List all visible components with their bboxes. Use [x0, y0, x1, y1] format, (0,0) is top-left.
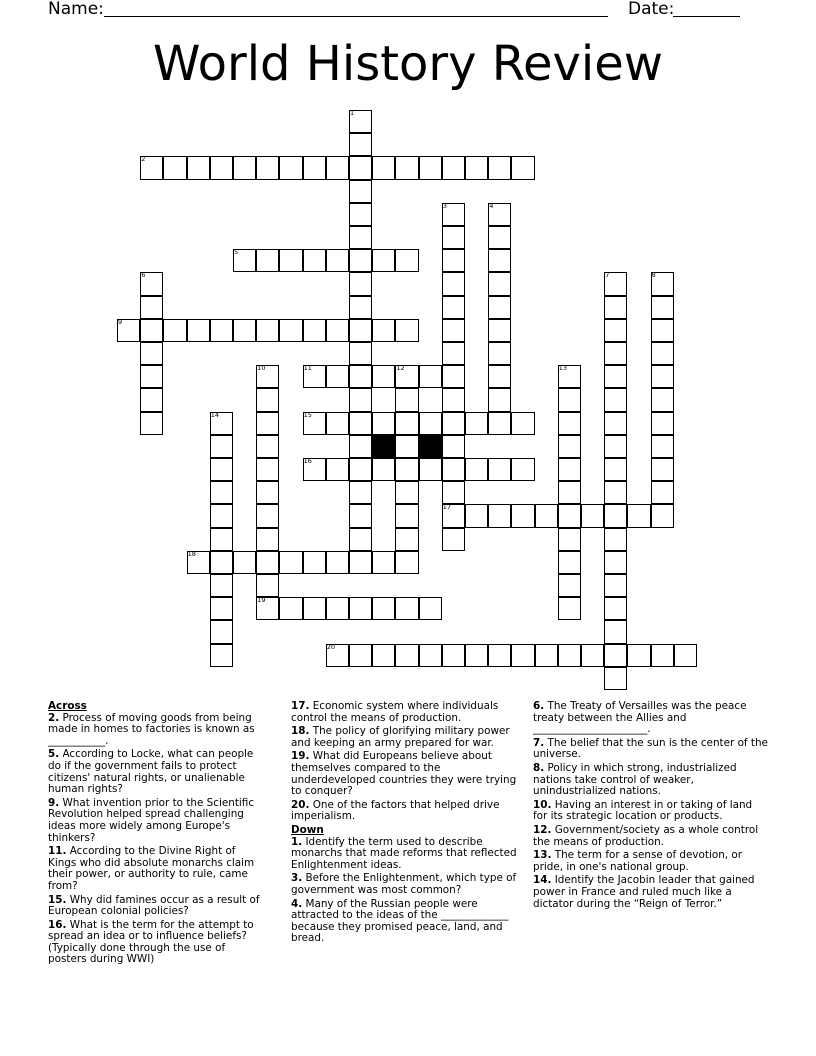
grid-cell[interactable] — [604, 388, 627, 411]
grid-cell[interactable] — [511, 458, 534, 481]
grid-cell[interactable] — [140, 296, 163, 319]
grid-cell[interactable] — [279, 597, 302, 620]
grid-cell[interactable] — [349, 644, 372, 667]
grid-cell[interactable] — [326, 365, 349, 388]
down-heading: Down — [291, 823, 324, 836]
grid-cell[interactable] — [349, 458, 372, 481]
grid-cell[interactable] — [604, 319, 627, 342]
clue-number-label: 2 — [141, 155, 146, 164]
grid-cell[interactable] — [256, 551, 279, 574]
grid-cell[interactable] — [256, 504, 279, 527]
grid-cell[interactable] — [651, 388, 674, 411]
grid-cell[interactable] — [279, 156, 302, 179]
grid-cell[interactable] — [651, 644, 674, 667]
grid-cell[interactable] — [535, 644, 558, 667]
grid-cell[interactable] — [326, 156, 349, 179]
grid-cell[interactable] — [419, 644, 442, 667]
clue-number-label: 8 — [651, 271, 656, 280]
grid-cell[interactable] — [210, 597, 233, 620]
clue-number-label: 10 — [257, 364, 266, 373]
grid-cell[interactable] — [140, 365, 163, 388]
clue-number-label: 19 — [257, 596, 266, 605]
black-cell — [372, 435, 395, 458]
clue-number-label: 11 — [303, 364, 312, 373]
clue-number-label: 9 — [118, 317, 123, 326]
grid-cell[interactable] — [256, 319, 279, 342]
clue-number: 17. — [291, 700, 310, 712]
grid-cell[interactable] — [210, 156, 233, 179]
grid-cell[interactable] — [442, 644, 465, 667]
grid-cell[interactable] — [395, 528, 418, 551]
grid-cell[interactable] — [488, 412, 511, 435]
grid-cell[interactable] — [233, 156, 256, 179]
grid-cell[interactable] — [651, 296, 674, 319]
grid-cell[interactable] — [558, 597, 581, 620]
grid-cell[interactable] — [140, 342, 163, 365]
grid-cell[interactable] — [558, 458, 581, 481]
clue-number-label: 17 — [442, 503, 452, 512]
clue-text: Economic system where individuals control the means of production. — [291, 700, 499, 724]
grid-cell[interactable] — [349, 504, 372, 527]
clue-number-label: 16 — [303, 457, 312, 465]
clue-8 — [533, 763, 769, 798]
clue-15 — [48, 895, 266, 918]
clue-number-label: 18 — [187, 549, 196, 558]
clue-11 — [48, 846, 266, 892]
grid-cell[interactable] — [279, 551, 302, 574]
clue-19 — [291, 751, 523, 797]
grid-cell[interactable] — [488, 156, 511, 179]
clue-number: 15. — [48, 893, 67, 906]
clue-text: Having an interest in or taking of land for its strategic location or products. — [533, 798, 753, 823]
grid-cell[interactable] — [326, 551, 349, 574]
grid-cell[interactable] — [372, 319, 395, 342]
grid-cell[interactable] — [349, 272, 372, 295]
grid-cell[interactable] — [395, 435, 418, 458]
grid-cell[interactable] — [326, 319, 349, 342]
grid-cell[interactable] — [604, 296, 627, 319]
grid-cell[interactable] — [511, 504, 534, 527]
grid-cell[interactable] — [349, 133, 372, 156]
clue-text: What did Europeans believe about themselves compared to the underdeveloped countries they were trying to conquer? — [291, 750, 517, 798]
clue-number-label: 7 — [605, 271, 610, 280]
grid-cell[interactable] — [210, 620, 233, 643]
grid-cell[interactable] — [651, 504, 674, 527]
grid-cell[interactable] — [488, 226, 511, 249]
grid-cell[interactable] — [442, 319, 465, 342]
grid-cell[interactable] — [511, 156, 534, 179]
grid-cell[interactable] — [488, 388, 511, 411]
grid-cell[interactable] — [488, 504, 511, 527]
grid-cell[interactable] — [140, 388, 163, 411]
grid-cell[interactable] — [604, 620, 627, 643]
grid-cell[interactable] — [627, 504, 650, 527]
clue-text: What is the term for the attempt to spread an idea or to influence beliefs? (Typically done through the use of posters during WWI) — [48, 918, 254, 966]
clue-17 — [291, 701, 523, 724]
clue-number: 18. — [291, 725, 310, 738]
grid-cell[interactable] — [163, 156, 186, 179]
grid-cell[interactable] — [442, 156, 465, 179]
grid-cell[interactable] — [395, 551, 418, 574]
clues-column-3 — [533, 701, 769, 912]
grid-cell[interactable] — [558, 551, 581, 574]
grid-cell[interactable] — [303, 597, 326, 620]
grid-cell[interactable] — [419, 156, 442, 179]
grid-cell[interactable] — [604, 342, 627, 365]
clue-text: Many of the Russian people were attracted to the ideas of the _____________ because they promised peace, land, and bread. — [291, 897, 509, 945]
clue-number: 20. — [291, 798, 310, 811]
grid-cell[interactable] — [163, 319, 186, 342]
grid-cell[interactable] — [604, 574, 627, 597]
clue-16 — [48, 920, 266, 966]
grid-cell[interactable] — [326, 249, 349, 272]
clue-14 — [533, 875, 769, 910]
grid-cell[interactable] — [395, 412, 418, 435]
grid-cell[interactable] — [256, 435, 279, 458]
clue-number-label: 15 — [303, 410, 312, 419]
grid-cell[interactable] — [372, 458, 395, 481]
grid-cell[interactable] — [558, 412, 581, 435]
grid-cell[interactable] — [372, 249, 395, 272]
clue-text: The Treaty of Versailles was the peace treaty between the Allies and ______________________. — [533, 700, 747, 736]
grid-cell[interactable] — [349, 528, 372, 551]
grid-cell[interactable] — [651, 435, 674, 458]
grid-cell[interactable] — [349, 319, 372, 342]
grid-cell[interactable] — [651, 412, 674, 435]
grid-cell[interactable] — [488, 342, 511, 365]
grid-cell[interactable] — [395, 156, 418, 179]
clue-text: Identify the term used to describe monarchs that made reforms that reflected Enlightenment ideas. — [291, 835, 517, 871]
clue-text: What invention prior to the Scientific Revolution helped spread challenging ideas more widely among Europe's thinkers? — [48, 796, 255, 844]
clue-7 — [533, 738, 769, 761]
clue-number-label: 14 — [210, 410, 220, 419]
grid-cell[interactable] — [395, 597, 418, 620]
grid-cell[interactable] — [651, 481, 674, 504]
clue-number-label: 6 — [141, 271, 146, 280]
grid-cell[interactable] — [349, 156, 372, 179]
date-label: Date: — [628, 0, 675, 19]
grid-cell[interactable] — [442, 388, 465, 411]
clue-text: Process of moving goods from being made in homes to factories is known as ___________. — [48, 711, 255, 747]
grid-cell[interactable] — [442, 249, 465, 272]
grid-cell[interactable] — [372, 597, 395, 620]
grid-cell[interactable] — [395, 319, 418, 342]
clue-number: 19. — [291, 750, 310, 763]
grid-cell[interactable] — [303, 249, 326, 272]
clue-number-label: 20 — [326, 642, 336, 651]
grid-cell[interactable] — [279, 319, 302, 342]
grid-cell[interactable] — [349, 226, 372, 249]
grid-cell[interactable] — [303, 551, 326, 574]
grid-cell[interactable] — [349, 481, 372, 504]
grid-cell[interactable] — [442, 435, 465, 458]
grid-cell[interactable] — [651, 365, 674, 388]
black-cell — [419, 435, 442, 458]
grid-cell[interactable] — [210, 504, 233, 527]
grid-cell[interactable] — [442, 458, 465, 481]
grid-cell[interactable] — [210, 435, 233, 458]
clue-20 — [291, 800, 523, 823]
grid-cell[interactable] — [419, 412, 442, 435]
clue-3 — [291, 873, 523, 896]
clue-number: 8. — [533, 761, 545, 774]
grid-cell[interactable] — [488, 644, 511, 667]
grid-cell[interactable] — [604, 504, 627, 527]
grid-cell[interactable] — [604, 435, 627, 458]
clue-number-label: 1 — [350, 109, 355, 117]
grid-cell[interactable] — [488, 458, 511, 481]
grid-cell[interactable] — [511, 644, 534, 667]
grid-cell[interactable] — [488, 296, 511, 319]
grid-cell[interactable] — [210, 551, 233, 574]
clues-column-1 — [48, 701, 266, 968]
grid-cell[interactable] — [372, 156, 395, 179]
clue-12 — [533, 825, 769, 848]
grid-cell[interactable] — [349, 180, 372, 203]
grid-cell[interactable] — [604, 597, 627, 620]
grid-cell[interactable] — [442, 412, 465, 435]
clue-18 — [291, 726, 523, 749]
grid-cell[interactable] — [326, 597, 349, 620]
grid-cell[interactable] — [372, 644, 395, 667]
grid-cell[interactable] — [372, 365, 395, 388]
grid-cell[interactable] — [442, 365, 465, 388]
clue-text: The policy of glorifying military power and keeping an army prepared for war. — [291, 725, 510, 749]
clue-number: 14. — [533, 874, 552, 887]
clues-column-2 — [291, 701, 523, 947]
grid-cell[interactable] — [210, 644, 233, 667]
clue-text: According to the Divine Right of Kings who did absolute monarchs claim their power, or authority to rule, came from? — [48, 845, 255, 892]
grid-cell[interactable] — [326, 458, 349, 481]
grid-cell[interactable] — [303, 156, 326, 179]
grid-cell[interactable] — [372, 551, 395, 574]
grid-cell[interactable] — [187, 319, 210, 342]
grid-cell[interactable] — [303, 319, 326, 342]
grid-cell[interactable] — [349, 249, 372, 272]
name-label: Name: — [48, 0, 104, 19]
grid-cell[interactable] — [349, 365, 372, 388]
across-heading: Across — [48, 700, 87, 712]
grid-cell[interactable] — [651, 342, 674, 365]
grid-cell[interactable] — [256, 156, 279, 179]
grid-cell[interactable] — [349, 551, 372, 574]
grid-cell[interactable] — [256, 249, 279, 272]
grid-cell[interactable] — [651, 319, 674, 342]
grid-cell[interactable] — [210, 481, 233, 504]
grid-cell[interactable] — [604, 365, 627, 388]
grid-cell[interactable] — [442, 272, 465, 295]
clue-number-label: 12 — [396, 364, 405, 373]
grid-cell[interactable] — [558, 481, 581, 504]
clue-number: 1. — [291, 835, 303, 848]
grid-cell[interactable] — [488, 319, 511, 342]
clue-text: One of the factors that helped drive imperialism. — [291, 798, 500, 823]
grid-cell[interactable] — [442, 481, 465, 504]
grid-cell[interactable] — [349, 435, 372, 458]
grid-cell[interactable] — [558, 435, 581, 458]
clue-9 — [48, 798, 266, 844]
grid-cell[interactable] — [604, 667, 627, 690]
grid-cell[interactable] — [442, 296, 465, 319]
grid-cell[interactable] — [627, 644, 650, 667]
grid-cell[interactable] — [465, 644, 488, 667]
grid-cell[interactable] — [256, 412, 279, 435]
grid-cell[interactable] — [581, 644, 604, 667]
grid-cell[interactable] — [604, 528, 627, 551]
clue-text: Before the Enlightenment, which type of government was most common? — [291, 872, 517, 896]
clue-text: According to Locke, what can people do if the government fails to protect citizens' natural rights, or unalienable human rights? — [48, 748, 254, 796]
clue-1 — [291, 837, 523, 872]
grid-cell[interactable] — [233, 319, 256, 342]
grid-cell[interactable] — [465, 156, 488, 179]
page-title: World History Review — [152, 36, 664, 92]
grid-cell[interactable] — [488, 272, 511, 295]
grid-cell[interactable] — [395, 249, 418, 272]
grid-cell[interactable] — [349, 597, 372, 620]
grid-cell[interactable] — [581, 504, 604, 527]
clue-number: 11. — [48, 845, 67, 858]
clue-10 — [533, 800, 769, 823]
clue-5 — [48, 749, 266, 795]
clue-6 — [533, 701, 769, 736]
clue-number: 12. — [533, 823, 552, 836]
clue-text: The belief that the sun is the center of the universe. — [533, 736, 768, 761]
grid-cell[interactable] — [419, 365, 442, 388]
grid-cell[interactable] — [535, 504, 558, 527]
clue-13 — [533, 850, 769, 873]
grid-cell[interactable] — [419, 458, 442, 481]
grid-cell[interactable] — [419, 597, 442, 620]
clue-number: 9. — [48, 796, 60, 809]
grid-cell[interactable] — [210, 458, 233, 481]
grid-cell[interactable] — [604, 481, 627, 504]
grid-cell[interactable] — [558, 504, 581, 527]
grid-cell[interactable] — [674, 644, 697, 667]
grid-cell[interactable] — [349, 203, 372, 226]
clue-number-label: 13 — [558, 364, 568, 373]
grid-cell[interactable] — [511, 412, 534, 435]
grid-cell[interactable] — [256, 481, 279, 504]
grid-cell[interactable] — [442, 342, 465, 365]
clue-text: Policy in which strong, industrialized nations take control of weaker, unindustrialized nations. — [533, 761, 737, 798]
grid-cell[interactable] — [558, 528, 581, 551]
grid-cell[interactable] — [395, 388, 418, 411]
grid-cell[interactable] — [488, 365, 511, 388]
grid-cell[interactable] — [210, 574, 233, 597]
grid-cell[interactable] — [210, 319, 233, 342]
clue-number: 5. — [48, 748, 60, 761]
grid-cell[interactable] — [256, 528, 279, 551]
clue-4 — [291, 899, 523, 945]
grid-cell[interactable] — [558, 644, 581, 667]
clue-number: 10. — [533, 798, 552, 811]
grid-cell[interactable] — [395, 481, 418, 504]
grid-cell[interactable] — [442, 226, 465, 249]
clue-number: 7. — [533, 736, 545, 749]
grid-cell[interactable] — [140, 319, 163, 342]
clue-number: 6. — [533, 700, 545, 712]
grid-cell[interactable] — [604, 644, 627, 667]
grid-cell[interactable] — [349, 388, 372, 411]
grid-cell[interactable] — [256, 574, 279, 597]
clue-number: 2. — [48, 711, 60, 724]
clue-number: 13. — [533, 849, 552, 862]
grid-cell[interactable] — [442, 528, 465, 551]
clue-number-label: 5 — [234, 248, 239, 257]
grid-cell[interactable] — [279, 249, 302, 272]
grid-cell[interactable] — [349, 342, 372, 365]
clue-2 — [48, 713, 266, 748]
grid-cell[interactable] — [465, 458, 488, 481]
grid-cell[interactable] — [465, 504, 488, 527]
grid-cell[interactable] — [349, 412, 372, 435]
grid-cell[interactable] — [651, 458, 674, 481]
grid-cell[interactable] — [604, 551, 627, 574]
grid-cell[interactable] — [395, 644, 418, 667]
grid-cell[interactable] — [372, 412, 395, 435]
grid-cell[interactable] — [256, 458, 279, 481]
clue-number: 4. — [291, 897, 303, 910]
grid-cell[interactable] — [558, 388, 581, 411]
grid-cell[interactable] — [395, 504, 418, 527]
clue-text: Identify the Jacobin leader that gained power in France and ruled much like a dictator during the “Reign of Terror.” — [533, 874, 755, 910]
grid-cell[interactable] — [187, 156, 210, 179]
grid-cell[interactable] — [604, 412, 627, 435]
grid-cell[interactable] — [558, 574, 581, 597]
grid-cell[interactable] — [233, 551, 256, 574]
clue-text: Government/society as a whole control the means of production. — [533, 823, 759, 848]
clue-text: The term for a sense of devotion, or pride, in one's national group. — [533, 849, 743, 873]
grid-cell[interactable] — [140, 412, 163, 435]
grid-cell[interactable] — [326, 412, 349, 435]
grid-cell[interactable] — [349, 296, 372, 319]
grid-cell[interactable] — [604, 458, 627, 481]
clue-number: 3. — [291, 872, 303, 885]
grid-cell[interactable] — [256, 388, 279, 411]
grid-cell[interactable] — [395, 458, 418, 481]
grid-cell[interactable] — [210, 528, 233, 551]
grid-cell[interactable] — [488, 249, 511, 272]
clue-number-label: 3 — [442, 201, 447, 210]
clue-text: Why did famines occur as a result of European colonial policies? — [48, 893, 260, 918]
clue-number: 16. — [48, 918, 67, 931]
grid-cell[interactable] — [465, 412, 488, 435]
clue-number-label: 4 — [489, 201, 494, 210]
